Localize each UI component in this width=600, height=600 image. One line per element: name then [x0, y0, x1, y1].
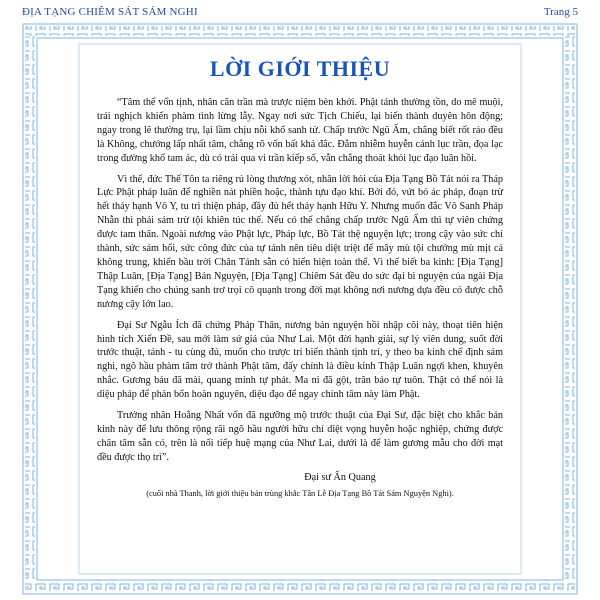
page-body — [97, 56, 503, 586]
paragraph: Đại Sư Ngẫu Ích đã chứng Pháp Thân, nương bản nguyện hồi nhập cõi này, thoạt tiên hiện hình tích Xiển Đề, sau mới làm sứ giả của Như Lai. Một đời hạnh giải, sự lý viên dung, suốt đời trước thuật, tánh - tu cùng đủ, muốn cho trược trí biến thành tịnh trí, y theo ba kinh chế định sám nghi, ngõ hầu phàm tâm trở thành Phật tâm, đấy chính là điều kinh Thập Luân ngợi khen, khuyên nhắc. Gương báu đã mài, quang minh tự phát. Ma ni đã gột, trân bảo tự tuôn. Thật có thể nói là diệu pháp để phản bổn hoàn nguyên, diệu đạo để ngay chính tâm này làm Phật. — [97, 319, 503, 401]
paragraph: Trưởng nhân Hoằng Nhất vốn đã ngưỡng mộ trước thuật của Đại Sư, đặc biệt cho khắc bản kinh này để lưu thông rộng rãi ngõ hầu người hữu chí diệt vọng huyễn hoặc nghiệp, chứng được chân tâm sẵn có, trên là nối tiếp huệ mạng của Như Lai, dưới là để làm gương mẫu cho đời mạt đều được thọ trì”. — [97, 410, 503, 463]
paragraph: “Tâm thể vốn tịnh, nhân căn trần mà trược niệm bèn khởi. Phật tánh thường tồn, do mê muội, trái nghịch khiến phàm tình lừng lẫy. Ngay nơi sức Tịch Chiếu, lại biến thành duyên hôn động; ngay trong lẽ thường trụ, lại lầm chịu nỗi khổ sanh tử. Chấp trước Ngũ Ấm, chẳng biết rốt ráo đều là Không, chướng lấp nhất tâm, chẳng rõ vốn bất khả đắc. Đắm nhiễm huyễn cảnh lục trần, đọa lạc trong đường khổ tam ác, dù có trải qua vi trần kiếp số, vẫn chẳng thoát khỏi lục đạo luân hồi. — [97, 97, 503, 164]
paragraph: Vì thế, đức Thế Tôn ta riêng rủ lòng thương xót, nhân lời hỏi của Địa Tạng Bồ Tát nói ra Tháp Lực Phật pháp luân để nghiền nát phiền hoặc, thành tựu đạo khí. Bởi đó, vứt bỏ ác pháp, đoạn trừ hết thảy hạnh Vô Y, tu trì thiện pháp, đầy đủ hết thảy hạnh Hữu Y. Nhưng muốn đắc Vô Sanh Pháp Nhẫn thì phải sám trừ tội khiên túc thế. Nếu có thể chẳng chấp trước Ngũ Ấm thì tự viên chứng được tam thân. Ngoài nương vào Phật lực, Pháp lực, Bồ Tát thệ nguyện lực; trong cậy vào sức chí thành, sức sám hối, sức công đức của tự tánh nên tiêu diệt triệt để mây mù tội chướng mù mịt cả không trung, khiến bầu trời Chân Tánh sẵn có hiển hiện toàn thể. Vì thế biết ba kinh: [Địa Tạng] Thập Luân, [Địa Tạng] Bản Nguyện, [Địa Tạng] Chiêm Sát đều do sức đại bi nguyện của ngài Địa Tạng khiến cho chúng sanh trơ trọi cô quạnh trong đời mạt không nơi nương dựa đều có được chỗ nương cậy lớn lao. — [97, 173, 503, 310]
page-number: Trang 5 — [543, 6, 578, 18]
header-book-title: ĐỊA TẠNG CHIÊM SÁT SÁM NGHI — [22, 6, 198, 18]
running-header — [22, 4, 578, 20]
author-signature: Đại sư Ấn Quang — [304, 471, 376, 483]
page-title: LỜI GIỚI THIỆU — [209, 56, 391, 81]
source-note: (cuối nhà Thanh, lời giới thiệu bản trùng khắc Tân Lễ Địa Tạng Bồ Tát Sám Nguyện Nghi). — [146, 488, 454, 498]
